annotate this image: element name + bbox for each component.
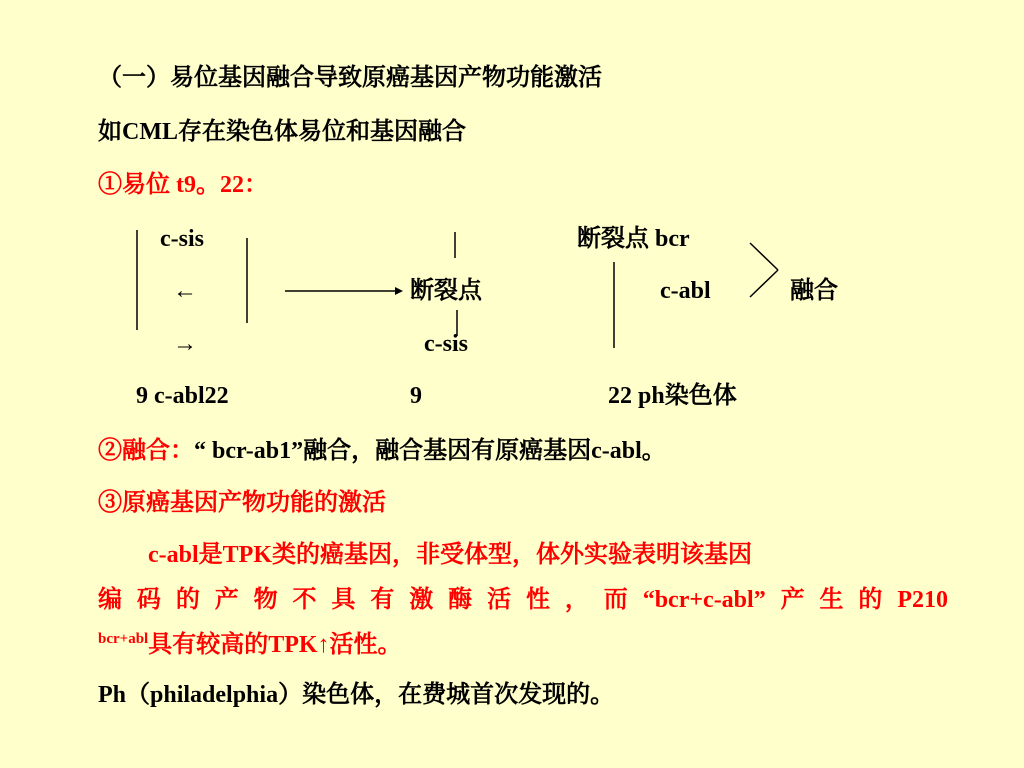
slide-heading: （一）易位基因融合导致原癌基因产物功能激活 — [98, 65, 602, 91]
item-fusion-label: ②融合： — [98, 438, 194, 464]
breakpoint-label-middle: 断裂点 — [410, 278, 482, 304]
ph-chromosome-note: Ph（philadelphia）染色体，在费城首次发现的。 — [98, 682, 615, 708]
paragraph-line-3-text: 具有较高的TPK↑活性。 — [148, 632, 402, 658]
ph-chromosome-label: 22 ph染色体 — [608, 383, 737, 409]
c-abl-label-right: c-abl — [660, 278, 711, 304]
paragraph-line-1: c-abl是TPK类的癌基因，非受体型，体外实验表明该基因 — [148, 542, 752, 568]
paragraph-line-3 — [98, 630, 402, 663]
transfer-arrow-head — [395, 287, 403, 295]
chromosome9-c-abl22-label: 9 c-abl22 — [136, 383, 229, 409]
chromosome9-label: 9 — [410, 383, 422, 409]
item-fusion-text: “ bcr-ab1”融合，融合基因有原癌基因c-abl。 — [194, 438, 666, 464]
fusion-bracket-lower — [750, 270, 778, 297]
cml-example-line: 如CML存在染色体易位和基因融合 — [98, 119, 466, 145]
item-activation: ③原癌基因产物功能的激活 — [98, 490, 386, 516]
item-fusion — [98, 436, 666, 466]
paragraph-line-2: 编码的产物不具有激酶活性，而“bcr+c-abl”产生的P210 — [98, 587, 948, 613]
item-translocation: ①易位 t9。22： — [98, 172, 268, 198]
fusion-bracket-upper — [750, 243, 778, 270]
bcr-abl-superscript: bcr+abl — [98, 631, 149, 647]
c-sis-label-left: c-sis — [160, 226, 204, 252]
right-arrow-icon: → — [173, 331, 197, 357]
c-sis-label-middle: c-sis — [424, 331, 468, 357]
fusion-label: 融合 — [790, 278, 838, 304]
breakpoint-bcr-label: 断裂点 bcr — [577, 226, 690, 252]
left-arrow-icon: ← — [173, 278, 197, 304]
